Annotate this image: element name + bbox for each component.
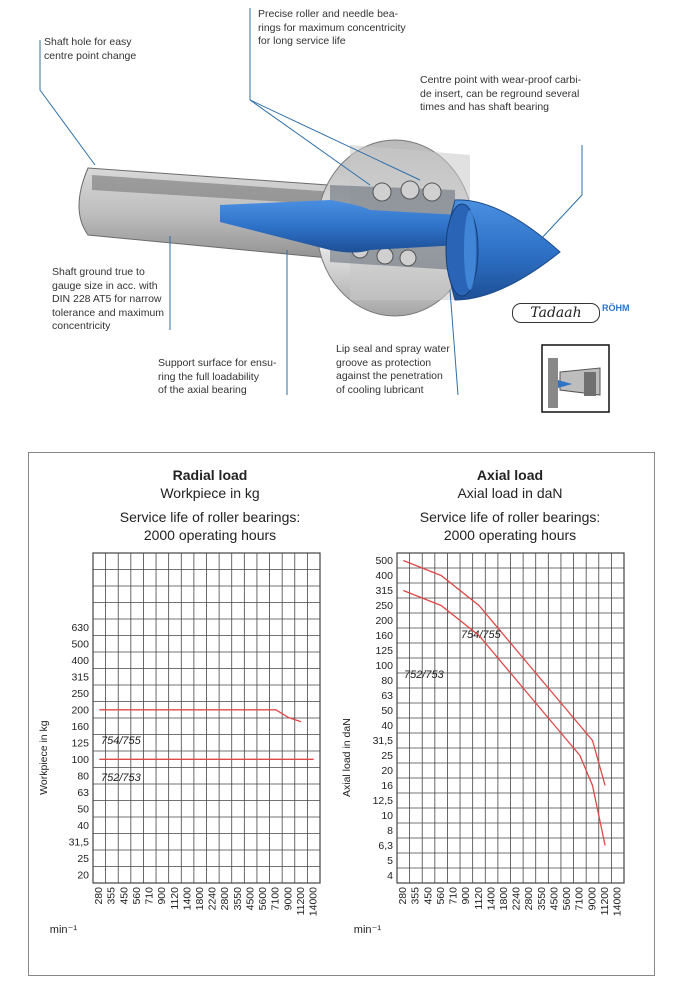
radial-load-chart	[38, 553, 320, 936]
axial-load-chart	[341, 553, 624, 936]
series-label-754-755: 754/755	[461, 629, 501, 641]
callout-lip-seal: Lip seal and spray water groove as protection against the penetration of cooling lubricant	[336, 343, 450, 396]
x-tick-label: 450	[118, 887, 131, 905]
x-tick-label: 900	[460, 887, 473, 905]
y-tick-label: 5	[387, 855, 393, 867]
x-tick-label: 9000	[282, 887, 295, 911]
y-tick-label: 40	[381, 720, 393, 732]
y-tick-label: 10	[381, 810, 393, 822]
x-tick-label: 900	[156, 887, 169, 905]
x-tick-label: 280	[93, 887, 106, 905]
axial-title: Axial load	[476, 467, 544, 483]
x-tick-label: 3550	[231, 887, 244, 911]
callout-shaft-hole: Shaft hole for easy centre point change	[44, 36, 137, 62]
y-tick-label: 315	[375, 585, 393, 597]
x-axis-unit: min⁻¹	[49, 924, 77, 936]
y-tick-label: 31,5	[372, 735, 393, 747]
y-tick-label: 80	[77, 770, 89, 783]
y-tick-label: 20	[77, 869, 89, 882]
x-tick-label: 355	[105, 887, 118, 905]
series-label-752-753: 752/753	[404, 669, 444, 681]
x-tick-label: 450	[422, 887, 435, 905]
y-tick-label: 200	[71, 704, 89, 717]
x-tick-label: 5600	[257, 887, 270, 911]
x-tick-label: 5600	[561, 887, 574, 911]
y-tick-label: 50	[381, 705, 393, 717]
y-tick-label: 100	[375, 660, 393, 672]
x-tick-label: 1800	[497, 887, 510, 911]
x-tick-label: 355	[409, 887, 422, 905]
x-tick-label: 11200	[294, 887, 307, 916]
x-tick-label: 9000	[586, 887, 599, 911]
x-tick-label: 1120	[472, 887, 485, 910]
y-tick-label: 250	[71, 687, 89, 700]
x-tick-label: 280	[397, 887, 410, 905]
axial-hours: 2000 operating hours	[443, 527, 577, 543]
y-tick-label: 25	[381, 750, 393, 762]
x-tick-label: 2240	[206, 887, 219, 911]
y-tick-label: 500	[71, 638, 89, 651]
radial-hours: 2000 operating hours	[143, 527, 277, 543]
callout-roller-bearings: Precise roller and needle bea- rings for maximum concentricity for long service life	[258, 8, 406, 47]
callout-centre-point: Centre point with wear-proof carbi- de insert, can be reground several times and has shaft bearing	[420, 74, 582, 113]
callout-shaft-ground: Shaft ground true to gauge size in acc. with DIN 228 AT5 for narrow tolerance and maximum concentricity	[52, 266, 165, 332]
x-tick-label: 2800	[219, 887, 232, 911]
x-tick-label: 1400	[485, 887, 498, 911]
axial-subtitle: Axial load in daN	[457, 485, 563, 501]
y-tick-label: 315	[71, 671, 89, 684]
y-tick-label: 63	[77, 786, 89, 799]
axial-service-life: Service life of roller bearings:	[419, 509, 601, 525]
radial-subtitle: Workpiece in kg	[160, 485, 260, 501]
x-tick-label: 4500	[244, 887, 257, 911]
series-label-754-755: 754/755	[101, 735, 141, 747]
x-tick-label: 1800	[193, 887, 206, 911]
x-tick-label: 2800	[523, 887, 536, 911]
x-tick-label: 14000	[611, 887, 624, 917]
y-axis-label: Workpiece in kg	[38, 720, 50, 795]
x-tick-label: 7100	[269, 887, 282, 911]
y-tick-label: 16	[381, 780, 393, 792]
y-tick-label: 40	[77, 819, 89, 832]
y-tick-label: 4	[387, 870, 393, 882]
y-tick-label: 80	[381, 675, 393, 687]
y-tick-label: 160	[71, 720, 89, 733]
x-tick-label: 560	[434, 887, 447, 905]
y-tick-label: 50	[77, 803, 89, 816]
y-tick-label: 630	[71, 621, 89, 634]
tadaah-logo-text: Tadaah	[530, 305, 582, 321]
y-tick-label: 500	[375, 555, 393, 567]
series-line-754-755	[99, 710, 301, 722]
x-tick-label: 710	[447, 887, 460, 905]
x-tick-label: 1400	[181, 887, 194, 911]
y-tick-label: 100	[71, 753, 89, 766]
x-tick-label: 3550	[535, 887, 548, 911]
x-tick-label: 11200	[598, 887, 611, 916]
y-axis-label: Axial load in daN	[341, 718, 353, 797]
y-tick-label: 400	[375, 570, 393, 582]
y-tick-label: 200	[375, 615, 393, 627]
x-tick-label: 14000	[307, 887, 320, 917]
x-axis-unit: min⁻¹	[353, 924, 381, 936]
series-label-752-753: 752/753	[101, 772, 141, 784]
x-tick-label: 560	[130, 887, 143, 905]
x-tick-label: 4500	[548, 887, 561, 911]
rohm-logo-text: RÖHM	[602, 303, 630, 313]
y-tick-label: 125	[71, 737, 89, 750]
x-tick-label: 1120	[168, 887, 181, 910]
y-tick-label: 125	[375, 645, 393, 657]
y-tick-label: 12,5	[372, 795, 393, 807]
callout-support-surface: Support surface for ensu- ring the full loadability of the axial bearing	[158, 357, 277, 396]
x-tick-label: 710	[143, 887, 156, 905]
y-tick-label: 8	[387, 825, 393, 837]
radial-service-life: Service life of roller bearings:	[119, 509, 301, 525]
y-tick-label: 160	[375, 630, 393, 642]
y-tick-label: 400	[71, 654, 89, 667]
x-tick-label: 7100	[573, 887, 586, 911]
y-tick-label: 6,3	[378, 840, 393, 852]
y-tick-label: 25	[77, 852, 89, 865]
y-tick-label: 250	[375, 600, 393, 612]
y-tick-label: 31,5	[68, 836, 89, 849]
y-tick-label: 63	[381, 690, 393, 702]
y-tick-label: 20	[381, 765, 393, 777]
radial-title: Radial load	[172, 467, 248, 483]
x-tick-label: 2240	[510, 887, 523, 911]
